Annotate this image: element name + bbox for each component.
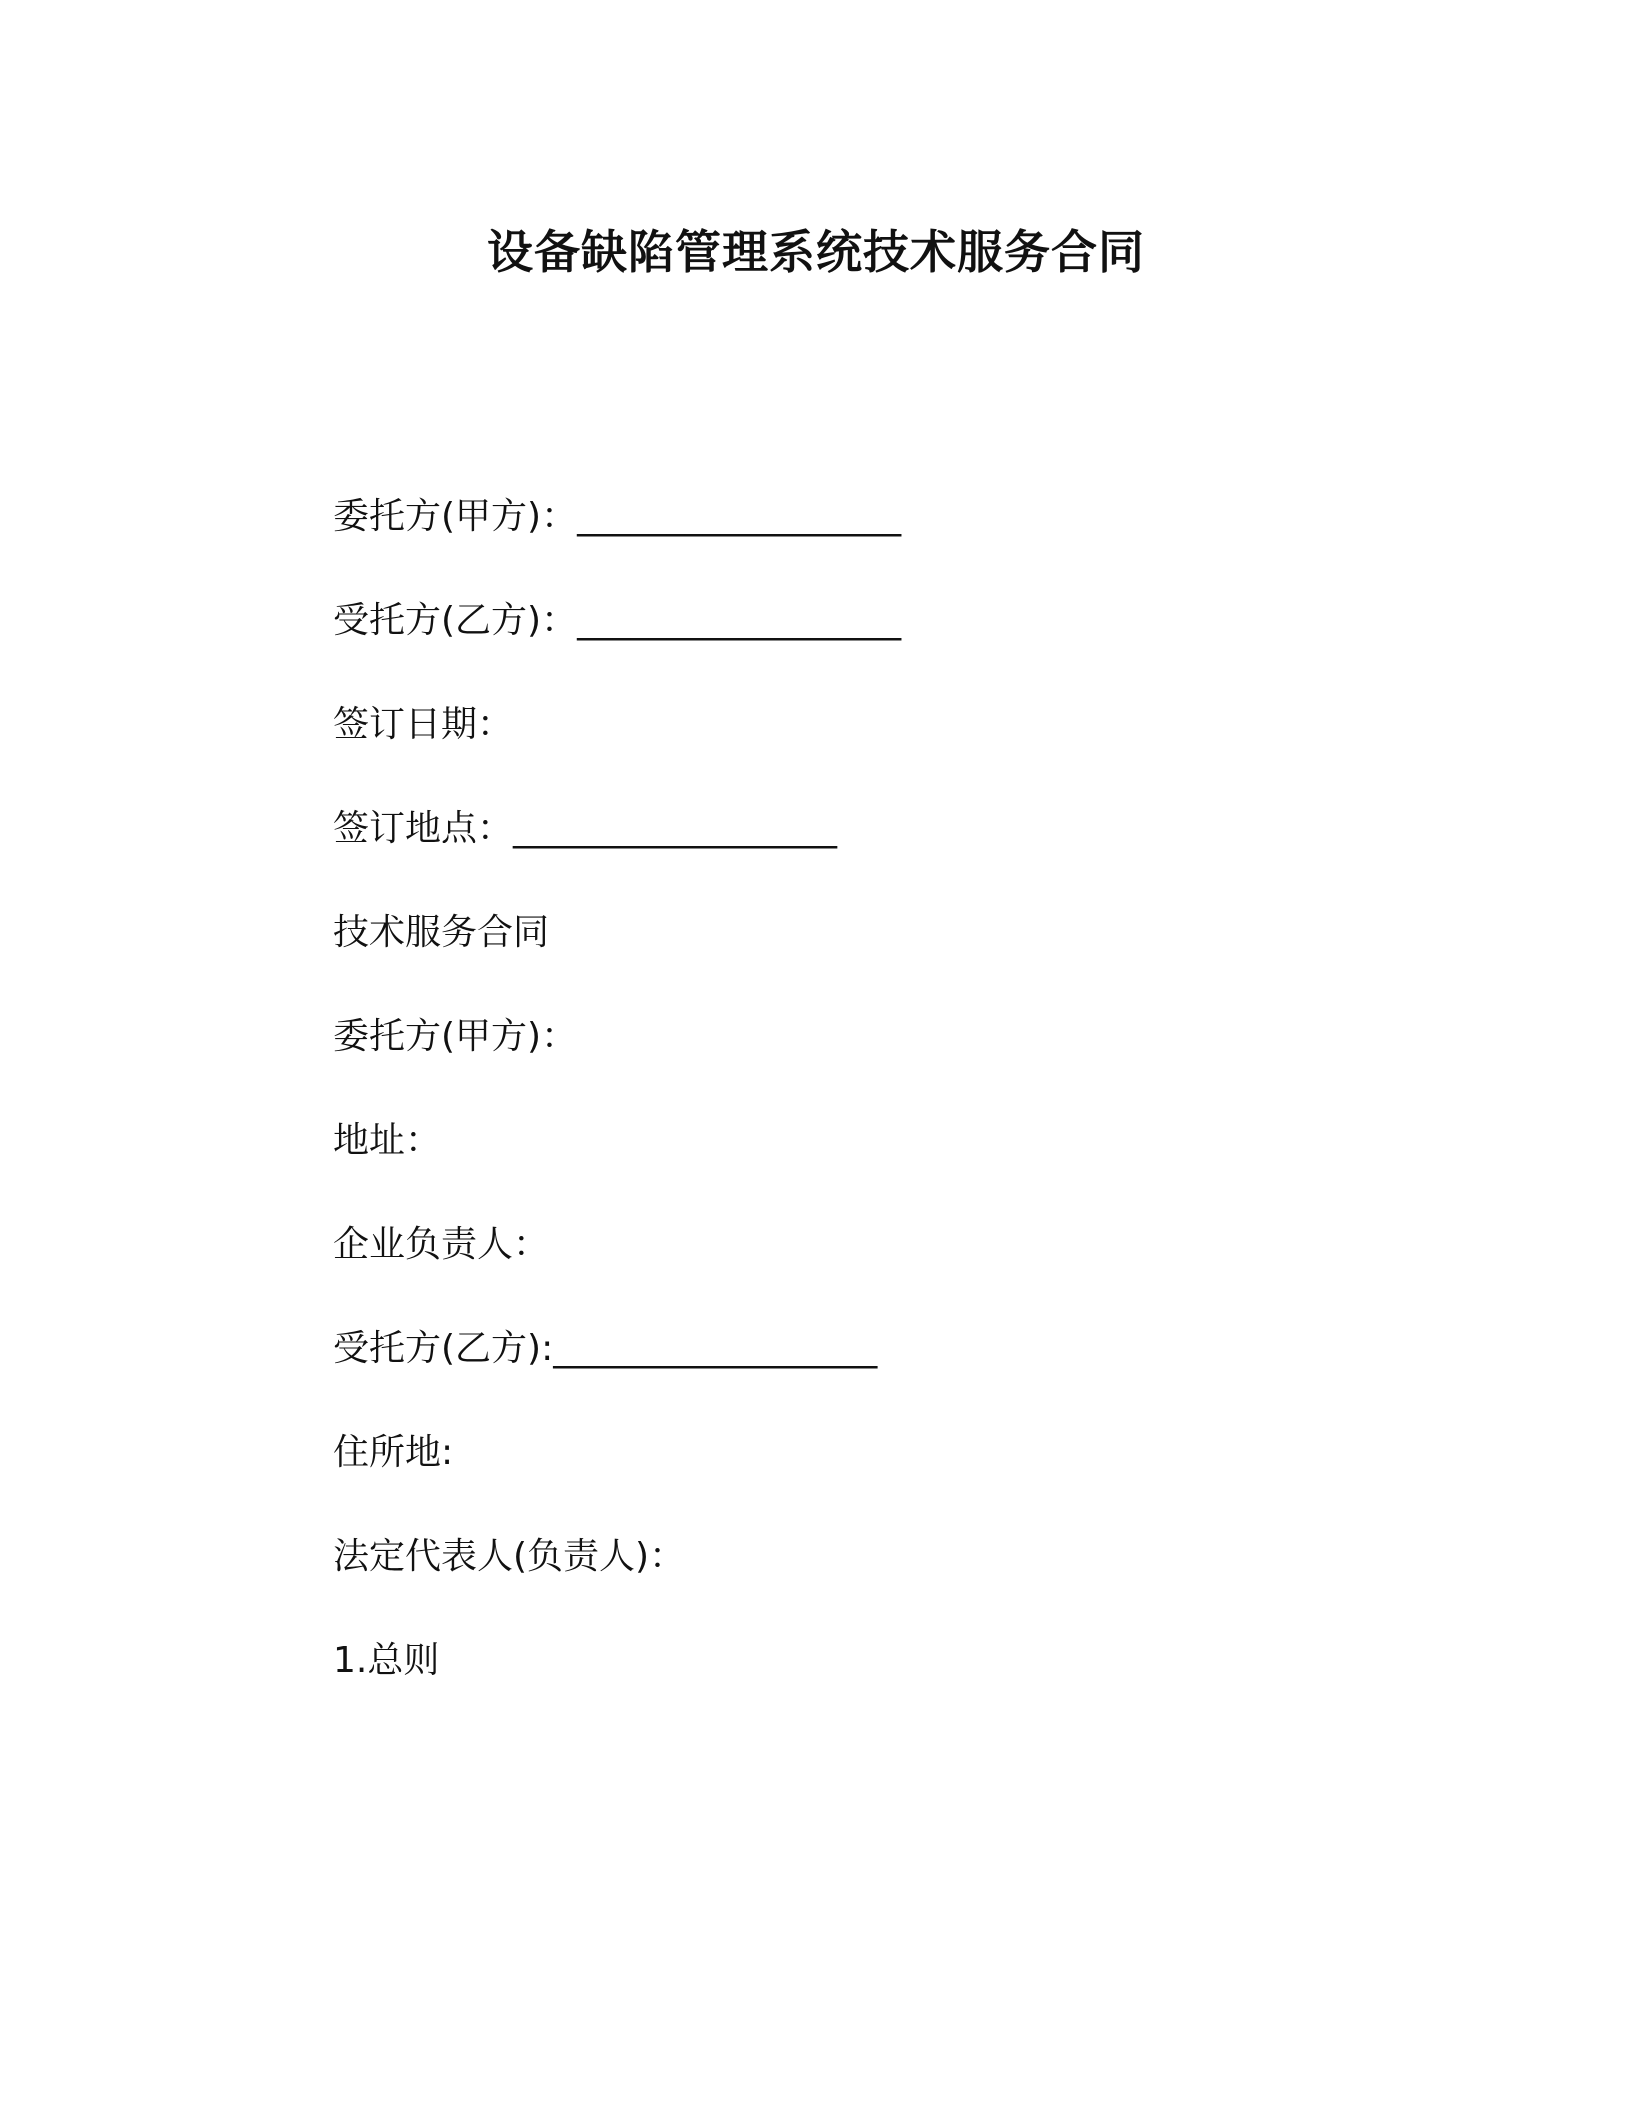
legal-representative-label: 法定代表人(负责人)： <box>333 1536 686 1577</box>
section-heading-contract: 技术服务合同 <box>333 912 550 953</box>
document-body <box>333 492 1433 1740</box>
enterprise-head-label: 企业负责人： <box>333 1224 550 1265</box>
party-a-line: 委托方(甲方)：__________________ <box>333 496 902 537</box>
party-b-label: 受托方(乙方):__________________ <box>333 1328 878 1369</box>
address-label: 地址： <box>333 1120 442 1161</box>
section-general-provisions: 1.总则 <box>333 1640 440 1681</box>
signing-place-line: 签订地点：__________________ <box>333 808 838 849</box>
document-title: 设备缺陷管理系统技术服务合同 <box>487 225 1145 279</box>
domicile-label: 住所地: <box>333 1432 454 1473</box>
signing-date-line: 签订日期： <box>333 704 514 745</box>
party-a-label: 委托方(甲方)： <box>333 1016 578 1057</box>
party-b-line: 受托方(乙方)：__________________ <box>333 600 902 641</box>
